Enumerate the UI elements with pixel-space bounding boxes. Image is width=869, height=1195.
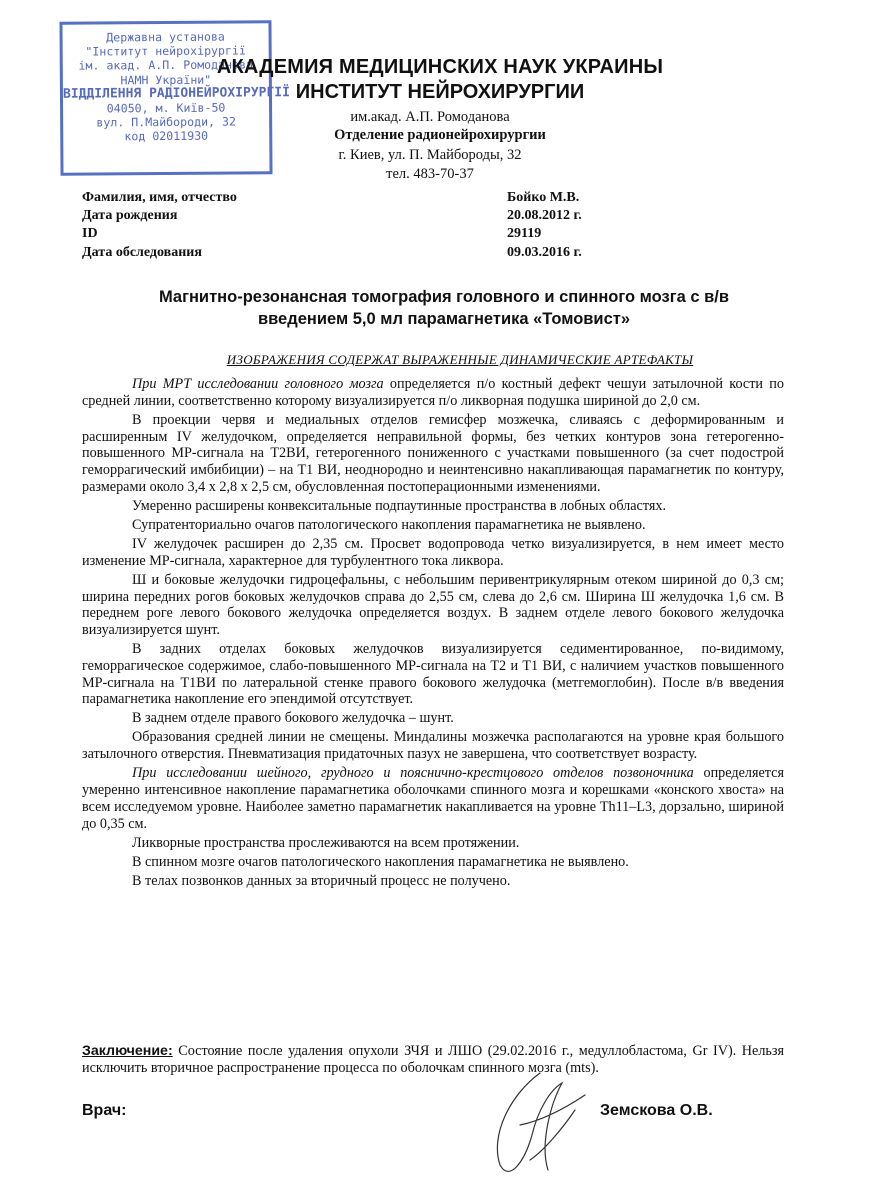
study-title-line: Магнитно-резонансная томография головного и спинного мозга с в/в — [158, 288, 730, 306]
report-paragraph: Ликворные пространства прослеживаются на всем протяжении. — [132, 834, 520, 851]
named-after: им.акад. А.П. Ромоданова — [350, 109, 510, 125]
report-paragraph: В спинном мозге очагов патологического накопления парамагнетика не выявлено. — [132, 853, 629, 870]
report-paragraph: В телах позвонков данных за вторичный процесс не получено. — [132, 872, 511, 889]
stamp-line: Державна установа — [106, 29, 225, 45]
report-paragraph: В заднем отделе правого бокового желудочка – шунт. — [132, 710, 454, 727]
exam-date-label: Дата обследования — [82, 245, 202, 260]
phone: тел. 483-70-37 — [386, 166, 474, 182]
doctor-name: Земскова О.В. — [600, 1102, 713, 1119]
department: Отделение радионейрохирургии — [334, 127, 546, 143]
stamp-line: вул. П.Майбороди, 32 — [96, 114, 237, 130]
report-paragraph: Ш и боковые желудочки гидроцефальны, с небольшим перивентрикулярным отеком шириной до 0,3 см; ширина передних рогов боковых желудочков справа до 2,55 см, слева до 2,6 см. Ширина Ш желудочка 1,6 см. В переднем роге левого бокового желудочка определяется воздух. В заднем отделе левого бокового желудочка визуализируется шунт. — [82, 571, 784, 639]
section-lead: При МРТ исследовании головного мозга — [132, 376, 384, 392]
patient-dob-label: Дата рождения — [82, 208, 178, 223]
institute-heading: ИНСТИТУТ НЕЙРОХИРУРГИИ — [295, 81, 585, 103]
conclusion — [82, 1043, 784, 1077]
conclusion-text: Состояние после удаления опухоли ЗЧЯ и ЛШО (29.02.2016 г., медуллобластома, Gr IV). Нельзя исключить вторичное распространение процесса по оболочкам спинного мозга (mts). — [82, 1043, 784, 1076]
conclusion-label: Заключение: — [82, 1043, 173, 1059]
study-title-line: введением 5,0 мл парамагнетика «Томовист» — [257, 310, 630, 328]
address: г. Киев, ул. П. Майбороды, 32 — [338, 147, 522, 163]
report-paragraph: При МРТ исследовании головного мозга определяется п/о костный дефект чешуи затылочной кости по средней линии, соответственно которому визуализируется п/о ликворная подушка шириной до 2,0 см. — [82, 376, 784, 409]
report-paragraph: IV желудочек расширен до 2,35 см. Просвет водопровода четко визуализируется, в нем имеет место изменение МР-сигнала, характерное для турбулентного тока ликвора. — [82, 535, 784, 569]
report-paragraph: Образования средней линии не смещены. Миндалины мозжечка располагаются на уровне края большого затылочного отверстия. Пневматизация придаточных пазух не завершена, что соответствует возрасту. — [82, 729, 784, 763]
patient-name-value: Бойко М.В. — [507, 190, 580, 205]
stamp-line: код 02011930 — [124, 129, 209, 144]
doctor-label: Врач: — [82, 1102, 127, 1119]
patient-dob-value: 20.08.2012 г. — [507, 208, 582, 223]
report-paragraph: Умеренно расширены конвекситальные подпаутинные пространства в лобных областях. — [132, 497, 667, 514]
section-lead: При исследовании шейного, грудного и пояснично-крестцового отделов позвоночника — [132, 765, 694, 782]
stamp-line: ВІДДІЛЕННЯ РАДІОНЕЙРОХІРУРГІЇ — [62, 84, 291, 102]
stamp-line: "Інститут нейрохірургії — [85, 43, 246, 59]
signature-icon — [470, 1065, 600, 1185]
stamp-line: ім. акад. А.П. Ромоданова — [78, 57, 254, 74]
patient-id-label: ID — [82, 226, 98, 241]
stamp-line: НАМН України" — [120, 72, 212, 87]
report-paragraph: В задних отделах боковых желудочков визуализируется седиментированное, по-видимому, геморрагическое содержимое, слабо-повышенного МР-сигнала на Т2 и Т1 ВИ, с наличием участков повышенного МР-сигнала на Т1ВИ по латеральной стенке правого бокового желудочка (метгемоглобин). После в/в введения парамагнетика накопление его эпендимой отсутствует. — [82, 641, 784, 708]
patient-name-label: Фамилия, имя, отчество — [82, 190, 237, 205]
report-body — [82, 376, 784, 892]
report-paragraph: В проекции червя и медиальных отделов гемисфер мозжечка, сливаясь с деформированным и расширенным IV желудочком, определяется неправильной формы, без четких контуров зона гетерогенно-повышенного МР-сигнала на Т2ВИ, гетерогенного пониженного с участками повышенного (за счет подострой геморрагический имбибиции) – на Т1 ВИ, неоднородно и неинтенсивно накапливающая парамагнетик по контуру, размерами около 3,4 x 2,8 x 2,5 см, обусловленная постоперационными изменениями. — [82, 411, 784, 495]
report-paragraph: Супратенториально очагов патологического накопления парамагнетика не выявлено. — [132, 516, 646, 533]
stamp-line: 04050, м. Київ-50 — [106, 100, 226, 116]
patient-id-value: 29119 — [507, 226, 542, 241]
study-title — [80, 286, 808, 330]
academy-heading: АКАДЕМИЯ МЕДИЦИНСКИХ НАУК УКРАИНЫ — [216, 56, 664, 78]
report-paragraph: При исследовании шейного, грудного и пояснично-крестцового отделов позвоночника определяется умеренно интенсивное накопление парамагнетика оболочками спинного мозга и корешками «конского хвоста» на всем исследуемом уровне. Наиболее заметно парамагнетик накапливается на уровне Th11–L3, дорзально, шириной до 0,35 см. — [82, 765, 784, 832]
artifact-warning: ИЗОБРАЖЕНИЯ СОДЕРЖАТ ВЫРАЖЕННЫЕ ДИНАМИЧЕСКИЕ АРТЕФАКТЫ — [226, 352, 694, 367]
exam-date-value: 09.03.2016 г. — [507, 245, 582, 260]
